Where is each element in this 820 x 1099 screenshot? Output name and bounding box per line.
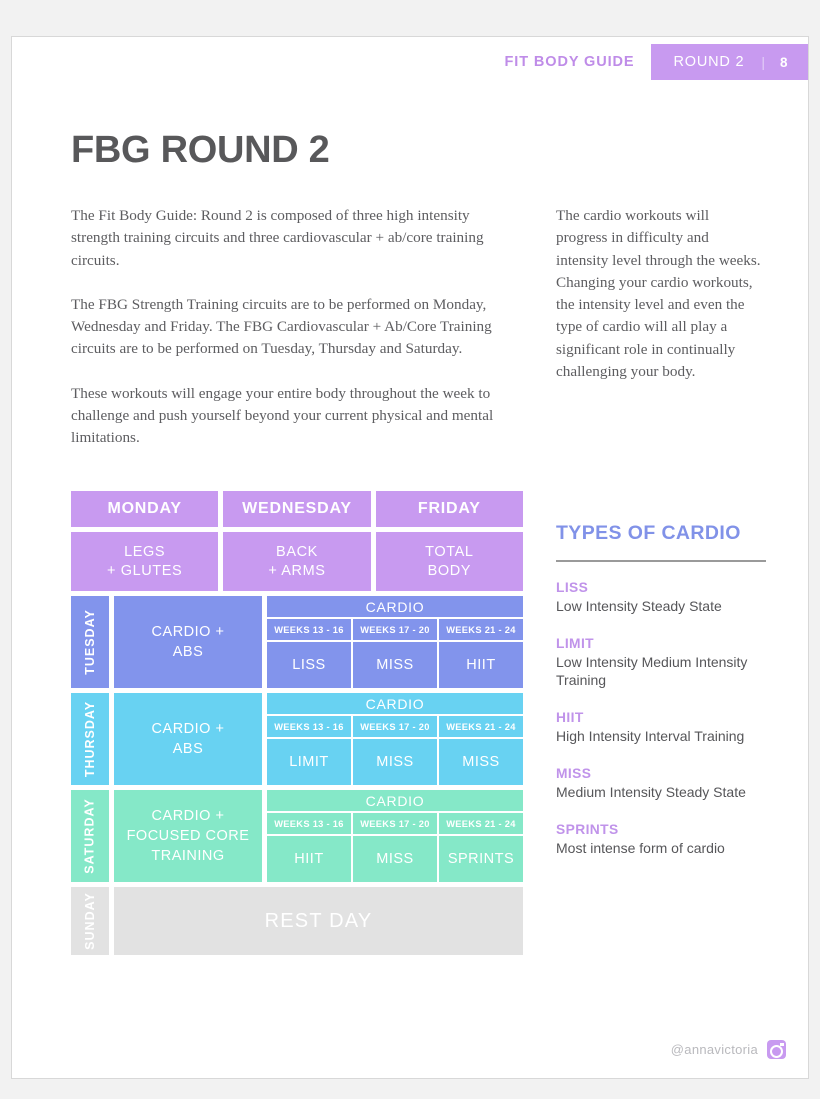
cardio-definition: Medium Intensity Steady State [556, 784, 746, 800]
day-label-text: SATURDAY [83, 798, 97, 874]
document-page [11, 36, 809, 1079]
types-of-cardio-section [556, 522, 766, 878]
brand-label: FIT BODY GUIDE [504, 54, 635, 70]
cardio-type-weeks-21-24: SPRINTS [439, 836, 523, 882]
activity-line-2: ABS [172, 741, 204, 757]
cardio-weeks-thursday [267, 693, 523, 785]
cardio-definition: Low Intensity Medium Intensity Training [556, 654, 748, 688]
cardio-title: CARDIO [267, 790, 523, 811]
activity-line-1: CARDIO + [151, 808, 225, 824]
cardio-term: MISS [556, 766, 592, 781]
intro-paragraph-2: The FBG Strength Training circuits are to be performed on Monday, Wednesday and Friday. The FBG Cardiovascular + Ab/Core Training circuits are to be performed on Tuesday, Thursday and Saturday. [71, 295, 492, 358]
week-header-13-16: WEEKS 13 - 16 [267, 813, 351, 834]
week-header-13-16: WEEKS 13 - 16 [267, 716, 351, 737]
cardio-type-weeks-21-24: HIIT [439, 642, 523, 688]
instagram-handle: @annavictoria [670, 1042, 758, 1057]
activity-line-1: CARDIO + [151, 721, 225, 737]
cardio-type-item [556, 636, 766, 689]
cardio-type-item [556, 766, 766, 801]
cardio-type-weeks-13-16: HIIT [267, 836, 351, 882]
cardio-term: HIIT [556, 710, 584, 725]
activity-line-2: ABS [172, 644, 204, 660]
instagram-icon [767, 1040, 786, 1059]
cardio-type-weeks-17-20: MISS [353, 739, 437, 785]
strength-day-wednesday: WEDNESDAY [223, 491, 370, 527]
focus-line-1: TOTAL [425, 543, 474, 560]
day-label-thursday [71, 693, 109, 785]
cardio-term: LIMIT [556, 636, 595, 651]
cardio-title: CARDIO [267, 693, 523, 714]
cardio-title: CARDIO [267, 596, 523, 617]
focus-line-2: BODY [427, 562, 472, 579]
page-header [488, 44, 808, 80]
day-label-saturday [71, 790, 109, 882]
cardio-row-tuesday [71, 596, 523, 688]
rest-row-sunday [71, 887, 523, 955]
cardio-row-thursday [71, 693, 523, 785]
cardio-definition: High Intensity Interval Training [556, 728, 745, 744]
day-label-text: THURSDAY [83, 700, 97, 778]
week-value-row [267, 836, 523, 882]
week-header-row [267, 716, 523, 737]
week-header-21-24: WEEKS 21 - 24 [439, 716, 523, 737]
cardio-term: LISS [556, 580, 589, 595]
cardio-type-weeks-13-16: LISS [267, 642, 351, 688]
strength-focus-monday [71, 532, 218, 591]
strength-focus-row [71, 532, 523, 591]
round-label: ROUND 2 [673, 54, 745, 70]
cardio-type-weeks-21-24: MISS [439, 739, 523, 785]
cardio-type-weeks-17-20: MISS [353, 836, 437, 882]
day-label-text: SUNDAY [83, 892, 98, 950]
cardio-term: SPRINTS [556, 822, 619, 837]
cardio-weeks-saturday [267, 790, 523, 882]
page-number: 8 [779, 54, 788, 70]
types-of-cardio-heading: TYPES OF CARDIO [556, 522, 741, 544]
week-header-17-20: WEEKS 17 - 20 [353, 716, 437, 737]
cardio-activity-tuesday [114, 596, 262, 688]
cardio-definition: Low Intensity Steady State [556, 598, 722, 614]
badge-separator: | [761, 54, 765, 70]
page-title: FBG ROUND 2 [71, 129, 330, 171]
day-label-tuesday [71, 596, 109, 688]
page-footer [671, 1040, 786, 1059]
intro-paragraph-3: These workouts will engage your entire body throughout the week to challenge and push yourself beyond your current physical and mental limitations. [71, 384, 494, 447]
week-header-17-20: WEEKS 17 - 20 [353, 813, 437, 834]
intro-left-column [71, 205, 516, 472]
intro-paragraph-1: The Fit Body Guide: Round 2 is composed of three high intensity strength training circuits and three cardiovascular + ab/core training circuits. [71, 207, 484, 269]
cardio-type-weeks-17-20: MISS [353, 642, 437, 688]
week-header-17-20: WEEKS 17 - 20 [353, 619, 437, 640]
day-label-sunday [71, 887, 109, 955]
focus-line-2: + GLUTES [107, 562, 183, 579]
week-value-row [267, 642, 523, 688]
strength-day-friday: FRIDAY [376, 491, 523, 527]
round-badge [651, 44, 808, 80]
cardio-activity-saturday [114, 790, 262, 882]
focus-line-2: + ARMS [268, 562, 326, 579]
section-divider [556, 560, 766, 562]
focus-line-1: LEGS [124, 543, 166, 560]
rest-day-label: REST DAY [114, 887, 523, 955]
week-header-21-24: WEEKS 21 - 24 [439, 619, 523, 640]
cardio-definition: Most intense form of cardio [556, 840, 725, 856]
strength-day-header-row [71, 491, 523, 527]
cardio-row-saturday [71, 790, 523, 882]
intro-right-column [556, 205, 761, 383]
activity-line-3: TRAINING [151, 848, 225, 864]
day-label-text: TUESDAY [83, 609, 97, 675]
cardio-type-weeks-13-16: LIMIT [267, 739, 351, 785]
strength-focus-wednesday [223, 532, 370, 591]
cardio-weeks-tuesday [267, 596, 523, 688]
week-header-21-24: WEEKS 21 - 24 [439, 813, 523, 834]
weekly-schedule [71, 491, 523, 955]
strength-day-monday: MONDAY [71, 491, 218, 527]
strength-focus-friday [376, 532, 523, 591]
week-header-row [267, 813, 523, 834]
cardio-type-item [556, 822, 766, 857]
week-header-row [267, 619, 523, 640]
cardio-type-item [556, 580, 766, 615]
cardio-progression-paragraph: The cardio workouts will progress in difficulty and intensity level through the weeks. Changing your cardio workouts, the intensity level and even the type of cardio will all play a significant role in continually challenging your body. [556, 207, 761, 381]
week-header-13-16: WEEKS 13 - 16 [267, 619, 351, 640]
cardio-activity-thursday [114, 693, 262, 785]
activity-line-1: CARDIO + [151, 624, 225, 640]
week-value-row [267, 739, 523, 785]
cardio-type-item [556, 710, 766, 745]
focus-line-1: BACK [276, 543, 318, 560]
activity-line-2: FOCUSED CORE [126, 828, 250, 844]
